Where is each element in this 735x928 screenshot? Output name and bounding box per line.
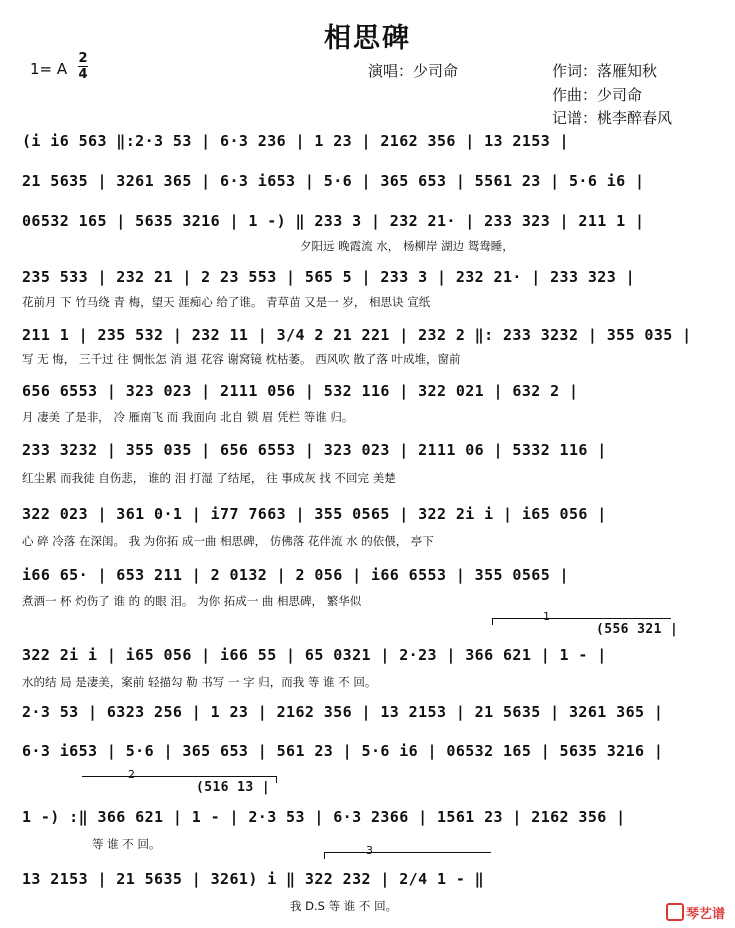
notation-row-9: i66 65· | 653 211 | 2 0132 | 2 056 | i66 6553 | 355 0565 |	[22, 566, 569, 584]
notation-row-14: 13 2153 | 21 5635 | 3261) i ‖ 322 232 | 2/4 1 - ‖	[22, 870, 485, 888]
notation-row-10: 322 2i i | i65 056 | i66 55 | 65 0321 | 2·23 | 366 621 | 1 - |	[22, 646, 607, 664]
notation-row-5: 211 1 | 235 532 | 232 11 | 3/4 2 21 221 | 232 2 ‖: 233 3232 | 355 035 |	[22, 326, 692, 344]
notation-row-4: 235 533 | 232 21 | 2 23 553 | 565 5 | 233 3 | 232 21· | 233 323 |	[22, 268, 635, 286]
lyric-line-3: 写 无 悔， 三千过 往 惆怅怎 消 退 花容 谢窝镜 枕枯萎。 西风吹 散了落 叶成堆，窗前	[22, 352, 461, 366]
notation-row-11: 2·3 53 | 6323 256 | 1 23 | 2162 356 | 13 2153 | 21 5635 | 3261 365 |	[22, 703, 664, 721]
volta-1-number: 1	[543, 610, 550, 623]
lyricist-credit: 作词：落雁知秋	[552, 62, 658, 80]
volta-3-line	[324, 852, 491, 859]
time-signature-bottom: 4	[78, 67, 88, 82]
notation-row-13: 1 -) :‖ 366 621 | 1 - | 2·3 53 | 6·3 2366 | 1561 23 | 2162 356 |	[22, 808, 626, 826]
site-logo: 琴艺谱	[666, 903, 725, 922]
lyric-line-5: 红尘累 而我徒 自伤悲， 谁的 泪 打湿 了结尾， 往 事成灰 找 不回完 美楚	[22, 471, 396, 485]
time-signature	[78, 52, 88, 81]
volta-3-number: 3	[366, 844, 373, 857]
time-signature-top: 2	[78, 51, 88, 66]
notation-row-6: 656 6553 | 323 023 | 2111 056 | 532 116 | 322 021 | 632 2 |	[22, 382, 579, 400]
notation-row-7: 233 3232 | 355 035 | 656 6553 | 323 023 | 2111 06 | 5332 116 |	[22, 441, 607, 459]
volta-1-continuation: (556 321 |	[596, 622, 679, 637]
composer-credit: 作曲：少司命	[552, 86, 643, 104]
lyric-line-4: 月 凄美 了是非， 冷 雁南飞 而 我面向 北自 锁 眉 凭栏 等谁 归。	[22, 410, 354, 424]
lyric-line-7: 煮酒一 杯 灼伤了 谁 的 的眼 泪。 为你 拓成一 曲 相思碑， 繁华似	[22, 594, 362, 608]
notation-row-8: 322 023 | 361 0·1 | i77 7663 | 355 0565 | 322 2i i | i65 056 |	[22, 505, 607, 523]
lyric-line-8: 水的结 局 是凄美，案前 轻描勾 勒 书写 一 字 归，而我 等 谁 不 回。	[22, 675, 377, 689]
notation-row-12: 6·3 i653 | 5·6 | 365 653 | 561 23 | 5·6 i6 | 06532 165 | 5635 3216 |	[22, 742, 664, 760]
lyric-line-9: 等 谁 不 回。	[92, 837, 161, 851]
logo-icon	[666, 903, 684, 921]
lyric-line-1: 夕阳远 晚霞流 水， 杨柳岸 湖边 鸳鸯睡，	[300, 239, 514, 253]
notation-row-3: 06532 165 | 5635 3216 | 1 -) ‖ 233 3 | 232 21· | 233 323 | 211 1 |	[22, 212, 645, 230]
lyric-line-10: 我 D.S 等 谁 不 回。	[290, 899, 398, 913]
transcriber-credit: 记谱：桃李醉春风	[552, 109, 673, 127]
lyric-line-2: 花前月 下 竹马绕 青 梅，望天 涯痴心 给了谁。 青草苗 又是一 岁， 相思诀 宣纸	[22, 295, 431, 309]
volta-2-continuation: (516 13 |	[196, 780, 271, 795]
volta-2-number: 2	[128, 768, 135, 781]
notation-row-1: (i i6 563 ‖:2·3 53 | 6·3 236 | 1 23 | 2162 356 | 13 2153 |	[22, 132, 569, 150]
song-title: 相思碑	[324, 23, 411, 54]
lyric-line-6: 心 碎 冷落 在深闺。 我 为你拓 成一曲 相思碑， 仿佛落 花伴流 水 的依偎， 亭下	[22, 534, 434, 548]
notation-row-2: 21 5635 | 3261 365 | 6·3 i653 | 5·6 | 365 653 | 5561 23 | 5·6 i6 |	[22, 172, 645, 190]
singer-credit: 演唱：少司命	[368, 62, 459, 80]
key-signature: 1= A	[30, 60, 68, 78]
